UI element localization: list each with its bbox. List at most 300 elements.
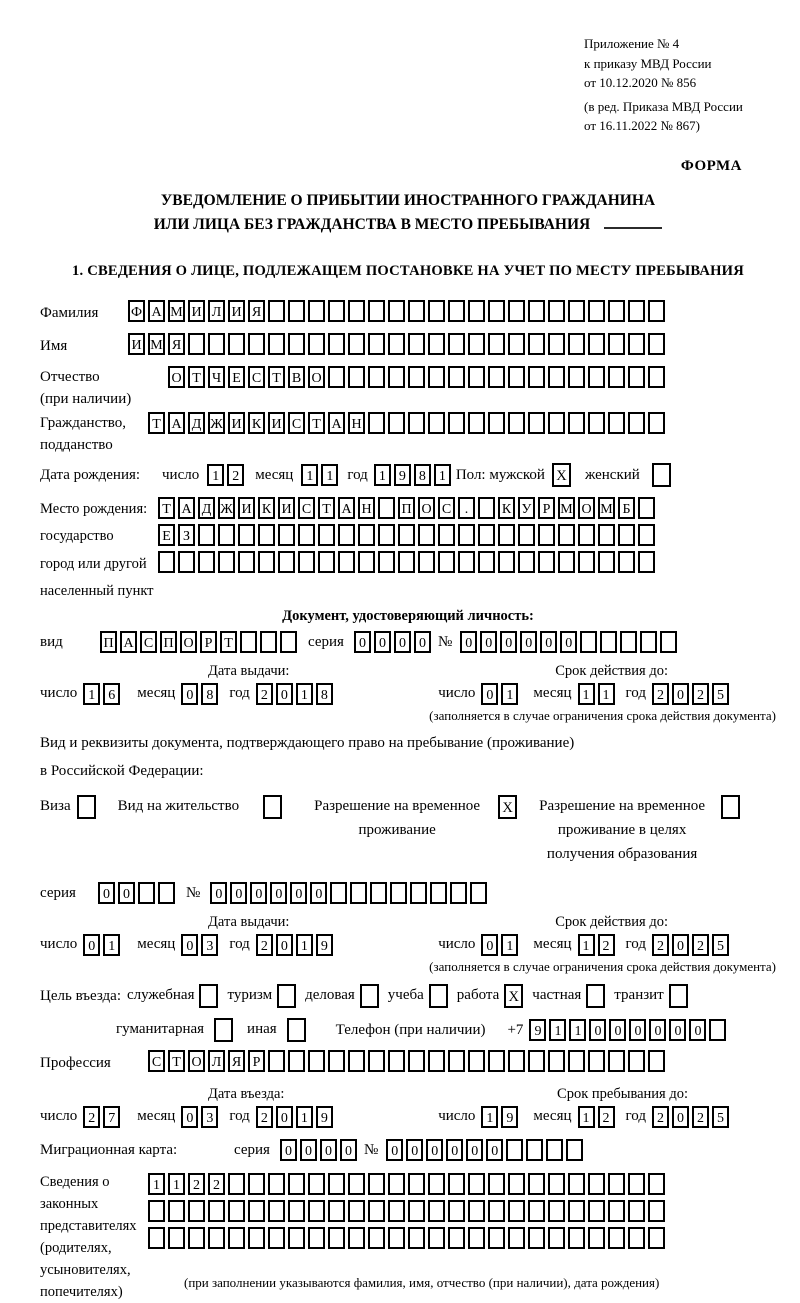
- char-box[interactable]: [328, 333, 345, 355]
- char-box[interactable]: [218, 524, 235, 546]
- char-box[interactable]: [240, 631, 257, 653]
- char-box[interactable]: Т: [188, 366, 205, 388]
- char-box[interactable]: У: [518, 497, 535, 519]
- char-box[interactable]: [388, 1050, 405, 1072]
- char-box[interactable]: Я: [168, 333, 185, 355]
- char-box[interactable]: [428, 1227, 445, 1249]
- char-box[interactable]: 2: [598, 934, 615, 956]
- char-box[interactable]: 0: [181, 934, 198, 956]
- char-box[interactable]: 1: [481, 1106, 498, 1128]
- char-box[interactable]: [168, 1200, 185, 1222]
- char-box[interactable]: 2: [256, 683, 273, 705]
- char-box[interactable]: К: [258, 497, 275, 519]
- char-box[interactable]: [528, 366, 545, 388]
- char-box[interactable]: И: [268, 412, 285, 434]
- char-box[interactable]: [488, 1050, 505, 1072]
- char-box[interactable]: А: [120, 631, 137, 653]
- char-box[interactable]: [268, 1227, 285, 1249]
- char-box[interactable]: [248, 1227, 265, 1249]
- char-box[interactable]: К: [248, 412, 265, 434]
- char-box[interactable]: [228, 1173, 245, 1195]
- char-box[interactable]: [628, 1050, 645, 1072]
- char-box[interactable]: [648, 1227, 665, 1249]
- char-box[interactable]: 3: [201, 1106, 218, 1128]
- char-box[interactable]: [588, 412, 605, 434]
- char-box[interactable]: О: [180, 631, 197, 653]
- char-box[interactable]: [330, 882, 347, 904]
- char-box[interactable]: [588, 1200, 605, 1222]
- char-box[interactable]: 9: [501, 1106, 518, 1128]
- char-box[interactable]: [188, 1200, 205, 1222]
- char-box[interactable]: 9: [394, 464, 411, 486]
- char-box[interactable]: 6: [103, 683, 120, 705]
- char-box[interactable]: 1: [168, 1173, 185, 1195]
- char-box[interactable]: Т: [168, 1050, 185, 1072]
- char-box[interactable]: 1: [148, 1173, 165, 1195]
- char-box[interactable]: 0: [181, 683, 198, 705]
- char-box[interactable]: [348, 1050, 365, 1072]
- char-box[interactable]: [508, 366, 525, 388]
- char-box[interactable]: [628, 333, 645, 355]
- char-box[interactable]: [498, 524, 515, 546]
- char-box[interactable]: [268, 300, 285, 322]
- char-box[interactable]: О: [188, 1050, 205, 1072]
- char-box[interactable]: Ж: [218, 497, 235, 519]
- char-box[interactable]: [608, 1200, 625, 1222]
- char-box[interactable]: [378, 551, 395, 573]
- char-box[interactable]: [548, 366, 565, 388]
- char-box[interactable]: [328, 1173, 345, 1195]
- char-box[interactable]: М: [598, 497, 615, 519]
- char-box[interactable]: И: [188, 300, 205, 322]
- char-box[interactable]: [268, 1200, 285, 1222]
- residence-permit-checkbox[interactable]: [263, 795, 282, 819]
- char-box[interactable]: [268, 1050, 285, 1072]
- char-box[interactable]: Т: [220, 631, 237, 653]
- char-box[interactable]: И: [128, 333, 145, 355]
- char-box[interactable]: 2: [652, 683, 669, 705]
- char-box[interactable]: [648, 412, 665, 434]
- char-box[interactable]: 0: [481, 683, 498, 705]
- char-box[interactable]: [468, 333, 485, 355]
- char-box[interactable]: [578, 524, 595, 546]
- char-box[interactable]: Е: [158, 524, 175, 546]
- char-box[interactable]: 5: [712, 1106, 729, 1128]
- char-box[interactable]: [508, 300, 525, 322]
- char-box[interactable]: [488, 1227, 505, 1249]
- char-box[interactable]: 1: [578, 683, 595, 705]
- char-box[interactable]: 0: [310, 882, 327, 904]
- char-box[interactable]: 0: [374, 631, 391, 653]
- char-box[interactable]: М: [558, 497, 575, 519]
- char-box[interactable]: 0: [270, 882, 287, 904]
- char-box[interactable]: [318, 551, 335, 573]
- char-box[interactable]: [148, 1227, 165, 1249]
- char-box[interactable]: 0: [276, 1106, 293, 1128]
- char-box[interactable]: 0: [320, 1139, 337, 1161]
- char-box[interactable]: Я: [228, 1050, 245, 1072]
- char-box[interactable]: 0: [280, 1139, 297, 1161]
- char-box[interactable]: [378, 524, 395, 546]
- char-box[interactable]: [408, 1200, 425, 1222]
- char-box[interactable]: [398, 551, 415, 573]
- char-box[interactable]: Я: [248, 300, 265, 322]
- char-box[interactable]: [178, 551, 195, 573]
- char-box[interactable]: [566, 1139, 583, 1161]
- char-box[interactable]: [288, 333, 305, 355]
- char-box[interactable]: [488, 1200, 505, 1222]
- char-box[interactable]: 0: [210, 882, 227, 904]
- char-box[interactable]: [428, 1200, 445, 1222]
- char-box[interactable]: [348, 1173, 365, 1195]
- char-box[interactable]: [548, 1173, 565, 1195]
- char-box[interactable]: [608, 1227, 625, 1249]
- char-box[interactable]: [368, 333, 385, 355]
- char-box[interactable]: [378, 497, 395, 519]
- char-box[interactable]: [508, 1050, 525, 1072]
- char-box[interactable]: [258, 551, 275, 573]
- char-box[interactable]: [600, 631, 617, 653]
- char-box[interactable]: [348, 1227, 365, 1249]
- temp-residence-education-checkbox[interactable]: [721, 795, 740, 819]
- char-box[interactable]: П: [100, 631, 117, 653]
- humanitarian-checkbox[interactable]: [214, 1018, 233, 1042]
- char-box[interactable]: [318, 524, 335, 546]
- char-box[interactable]: О: [418, 497, 435, 519]
- char-box[interactable]: 0: [340, 1139, 357, 1161]
- char-box[interactable]: [408, 366, 425, 388]
- char-box[interactable]: 0: [481, 934, 498, 956]
- char-box[interactable]: 0: [486, 1139, 503, 1161]
- char-box[interactable]: 0: [354, 631, 371, 653]
- char-box[interactable]: [508, 1227, 525, 1249]
- char-box[interactable]: [648, 366, 665, 388]
- char-box[interactable]: 0: [480, 631, 497, 653]
- char-box[interactable]: [308, 333, 325, 355]
- char-box[interactable]: А: [328, 412, 345, 434]
- char-box[interactable]: А: [168, 412, 185, 434]
- char-box[interactable]: 8: [316, 683, 333, 705]
- char-box[interactable]: [448, 333, 465, 355]
- transit-checkbox[interactable]: [669, 984, 688, 1008]
- char-box[interactable]: О: [578, 497, 595, 519]
- char-box[interactable]: [428, 333, 445, 355]
- char-box[interactable]: [258, 524, 275, 546]
- char-box[interactable]: П: [398, 497, 415, 519]
- char-box[interactable]: [268, 333, 285, 355]
- char-box[interactable]: [198, 524, 215, 546]
- char-box[interactable]: [538, 524, 555, 546]
- char-box[interactable]: [588, 1227, 605, 1249]
- char-box[interactable]: 5: [712, 683, 729, 705]
- char-box[interactable]: [588, 1050, 605, 1072]
- char-box[interactable]: И: [228, 300, 245, 322]
- char-box[interactable]: Т: [318, 497, 335, 519]
- char-box[interactable]: [468, 1050, 485, 1072]
- char-box[interactable]: [388, 1173, 405, 1195]
- char-box[interactable]: [638, 497, 655, 519]
- char-box[interactable]: [308, 1173, 325, 1195]
- char-box[interactable]: [558, 524, 575, 546]
- char-box[interactable]: 0: [414, 631, 431, 653]
- char-box[interactable]: 2: [652, 934, 669, 956]
- char-box[interactable]: К: [498, 497, 515, 519]
- char-box[interactable]: 0: [276, 934, 293, 956]
- char-box[interactable]: 0: [118, 882, 135, 904]
- char-box[interactable]: [260, 631, 277, 653]
- char-box[interactable]: 0: [230, 882, 247, 904]
- char-box[interactable]: [568, 366, 585, 388]
- char-box[interactable]: [368, 366, 385, 388]
- temp-residence-checkbox[interactable]: X: [498, 795, 517, 819]
- char-box[interactable]: 2: [256, 1106, 273, 1128]
- char-box[interactable]: Л: [208, 1050, 225, 1072]
- char-box[interactable]: [528, 1050, 545, 1072]
- char-box[interactable]: [660, 631, 677, 653]
- char-box[interactable]: [568, 412, 585, 434]
- char-box[interactable]: [598, 524, 615, 546]
- char-box[interactable]: [248, 1173, 265, 1195]
- char-box[interactable]: 0: [300, 1139, 317, 1161]
- char-box[interactable]: 0: [276, 683, 293, 705]
- char-box[interactable]: [580, 631, 597, 653]
- char-box[interactable]: [268, 1173, 285, 1195]
- char-box[interactable]: [448, 1173, 465, 1195]
- char-box[interactable]: [618, 551, 635, 573]
- char-box[interactable]: [288, 1200, 305, 1222]
- char-box[interactable]: 2: [208, 1173, 225, 1195]
- char-box[interactable]: 8: [201, 683, 218, 705]
- char-box[interactable]: [478, 524, 495, 546]
- sex-male-checkbox[interactable]: X: [552, 463, 571, 487]
- study-checkbox[interactable]: [429, 984, 448, 1008]
- char-box[interactable]: [468, 412, 485, 434]
- char-box[interactable]: 0: [426, 1139, 443, 1161]
- char-box[interactable]: [468, 1200, 485, 1222]
- char-box[interactable]: [620, 631, 637, 653]
- char-box[interactable]: 0: [520, 631, 537, 653]
- char-box[interactable]: 1: [374, 464, 391, 486]
- char-box[interactable]: [188, 333, 205, 355]
- char-box[interactable]: [508, 1200, 525, 1222]
- char-box[interactable]: А: [338, 497, 355, 519]
- char-box[interactable]: [470, 882, 487, 904]
- char-box[interactable]: [308, 1050, 325, 1072]
- char-box[interactable]: [528, 1227, 545, 1249]
- char-box[interactable]: 0: [672, 934, 689, 956]
- char-box[interactable]: [528, 300, 545, 322]
- other-checkbox[interactable]: [287, 1018, 306, 1042]
- char-box[interactable]: [588, 300, 605, 322]
- char-box[interactable]: 2: [188, 1173, 205, 1195]
- char-box[interactable]: 0: [629, 1019, 646, 1041]
- char-box[interactable]: 1: [598, 683, 615, 705]
- char-box[interactable]: [338, 551, 355, 573]
- char-box[interactable]: А: [178, 497, 195, 519]
- char-box[interactable]: [278, 524, 295, 546]
- char-box[interactable]: [368, 412, 385, 434]
- char-box[interactable]: [458, 551, 475, 573]
- char-box[interactable]: [488, 1173, 505, 1195]
- char-box[interactable]: Р: [538, 497, 555, 519]
- char-box[interactable]: [428, 412, 445, 434]
- char-box[interactable]: 0: [98, 882, 115, 904]
- char-box[interactable]: О: [308, 366, 325, 388]
- char-box[interactable]: 7: [103, 1106, 120, 1128]
- char-box[interactable]: [358, 551, 375, 573]
- char-box[interactable]: [709, 1019, 726, 1041]
- char-box[interactable]: [568, 1173, 585, 1195]
- char-box[interactable]: [368, 1227, 385, 1249]
- char-box[interactable]: 0: [181, 1106, 198, 1128]
- char-box[interactable]: Е: [228, 366, 245, 388]
- char-box[interactable]: [558, 551, 575, 573]
- char-box[interactable]: [468, 300, 485, 322]
- char-box[interactable]: [348, 333, 365, 355]
- char-box[interactable]: [648, 1173, 665, 1195]
- char-box[interactable]: [428, 366, 445, 388]
- char-box[interactable]: 2: [83, 1106, 100, 1128]
- char-box[interactable]: 2: [692, 1106, 709, 1128]
- char-box[interactable]: [368, 1173, 385, 1195]
- char-box[interactable]: 0: [649, 1019, 666, 1041]
- char-box[interactable]: 1: [301, 464, 318, 486]
- char-box[interactable]: 1: [296, 683, 313, 705]
- char-box[interactable]: [448, 1050, 465, 1072]
- char-box[interactable]: [358, 524, 375, 546]
- char-box[interactable]: [528, 1200, 545, 1222]
- char-box[interactable]: [468, 366, 485, 388]
- char-box[interactable]: [448, 1227, 465, 1249]
- char-box[interactable]: [648, 333, 665, 355]
- char-box[interactable]: 2: [692, 934, 709, 956]
- char-box[interactable]: [298, 524, 315, 546]
- char-box[interactable]: [328, 1050, 345, 1072]
- char-box[interactable]: [348, 1200, 365, 1222]
- char-box[interactable]: Т: [308, 412, 325, 434]
- char-box[interactable]: [546, 1139, 563, 1161]
- char-box[interactable]: [288, 1050, 305, 1072]
- char-box[interactable]: [438, 551, 455, 573]
- char-box[interactable]: 1: [296, 1106, 313, 1128]
- char-box[interactable]: [628, 300, 645, 322]
- char-box[interactable]: [388, 300, 405, 322]
- char-box[interactable]: 8: [414, 464, 431, 486]
- char-box[interactable]: [488, 300, 505, 322]
- char-box[interactable]: [238, 551, 255, 573]
- char-box[interactable]: С: [438, 497, 455, 519]
- char-box[interactable]: 0: [669, 1019, 686, 1041]
- char-box[interactable]: [528, 412, 545, 434]
- char-box[interactable]: 1: [569, 1019, 586, 1041]
- char-box[interactable]: 0: [394, 631, 411, 653]
- char-box[interactable]: [198, 551, 215, 573]
- char-box[interactable]: [568, 300, 585, 322]
- char-box[interactable]: 1: [501, 683, 518, 705]
- char-box[interactable]: [168, 1227, 185, 1249]
- char-box[interactable]: О: [168, 366, 185, 388]
- char-box[interactable]: [508, 412, 525, 434]
- char-box[interactable]: [418, 551, 435, 573]
- char-box[interactable]: [526, 1139, 543, 1161]
- char-box[interactable]: [248, 333, 265, 355]
- char-box[interactable]: 9: [316, 1106, 333, 1128]
- char-box[interactable]: 0: [446, 1139, 463, 1161]
- char-box[interactable]: 2: [598, 1106, 615, 1128]
- char-box[interactable]: [448, 300, 465, 322]
- char-box[interactable]: [158, 551, 175, 573]
- char-box[interactable]: [218, 551, 235, 573]
- char-box[interactable]: [388, 1227, 405, 1249]
- char-box[interactable]: [368, 1200, 385, 1222]
- char-box[interactable]: А: [148, 300, 165, 322]
- char-box[interactable]: [228, 1200, 245, 1222]
- sex-female-checkbox[interactable]: [652, 463, 671, 487]
- char-box[interactable]: [408, 333, 425, 355]
- char-box[interactable]: [408, 1050, 425, 1072]
- char-box[interactable]: [548, 333, 565, 355]
- char-box[interactable]: 0: [250, 882, 267, 904]
- char-box[interactable]: [488, 333, 505, 355]
- char-box[interactable]: Т: [158, 497, 175, 519]
- char-box[interactable]: [370, 882, 387, 904]
- char-box[interactable]: [618, 524, 635, 546]
- char-box[interactable]: 2: [256, 934, 273, 956]
- char-box[interactable]: [578, 551, 595, 573]
- char-box[interactable]: [288, 1227, 305, 1249]
- char-box[interactable]: [518, 524, 535, 546]
- char-box[interactable]: 0: [689, 1019, 706, 1041]
- char-box[interactable]: [448, 1200, 465, 1222]
- char-box[interactable]: С: [248, 366, 265, 388]
- char-box[interactable]: [468, 1227, 485, 1249]
- char-box[interactable]: [608, 1173, 625, 1195]
- char-box[interactable]: [148, 1200, 165, 1222]
- char-box[interactable]: С: [140, 631, 157, 653]
- char-box[interactable]: [390, 882, 407, 904]
- char-box[interactable]: 3: [201, 934, 218, 956]
- tourism-checkbox[interactable]: [277, 984, 296, 1008]
- char-box[interactable]: Д: [198, 497, 215, 519]
- char-box[interactable]: И: [278, 497, 295, 519]
- char-box[interactable]: [408, 1173, 425, 1195]
- char-box[interactable]: [348, 300, 365, 322]
- char-box[interactable]: [188, 1227, 205, 1249]
- char-box[interactable]: [588, 1173, 605, 1195]
- char-box[interactable]: [298, 551, 315, 573]
- char-box[interactable]: 0: [466, 1139, 483, 1161]
- char-box[interactable]: [608, 1050, 625, 1072]
- char-box[interactable]: [468, 1173, 485, 1195]
- char-box[interactable]: [208, 333, 225, 355]
- char-box[interactable]: 2: [692, 683, 709, 705]
- char-box[interactable]: [328, 1227, 345, 1249]
- char-box[interactable]: Р: [248, 1050, 265, 1072]
- char-box[interactable]: [528, 1173, 545, 1195]
- char-box[interactable]: 1: [207, 464, 224, 486]
- char-box[interactable]: [328, 300, 345, 322]
- char-box[interactable]: [348, 366, 365, 388]
- char-box[interactable]: [588, 333, 605, 355]
- char-box[interactable]: [608, 300, 625, 322]
- char-box[interactable]: 0: [406, 1139, 423, 1161]
- char-box[interactable]: Т: [268, 366, 285, 388]
- char-box[interactable]: Н: [348, 412, 365, 434]
- business-checkbox[interactable]: [360, 984, 379, 1008]
- char-box[interactable]: [248, 1200, 265, 1222]
- char-box[interactable]: [568, 1050, 585, 1072]
- char-box[interactable]: [478, 497, 495, 519]
